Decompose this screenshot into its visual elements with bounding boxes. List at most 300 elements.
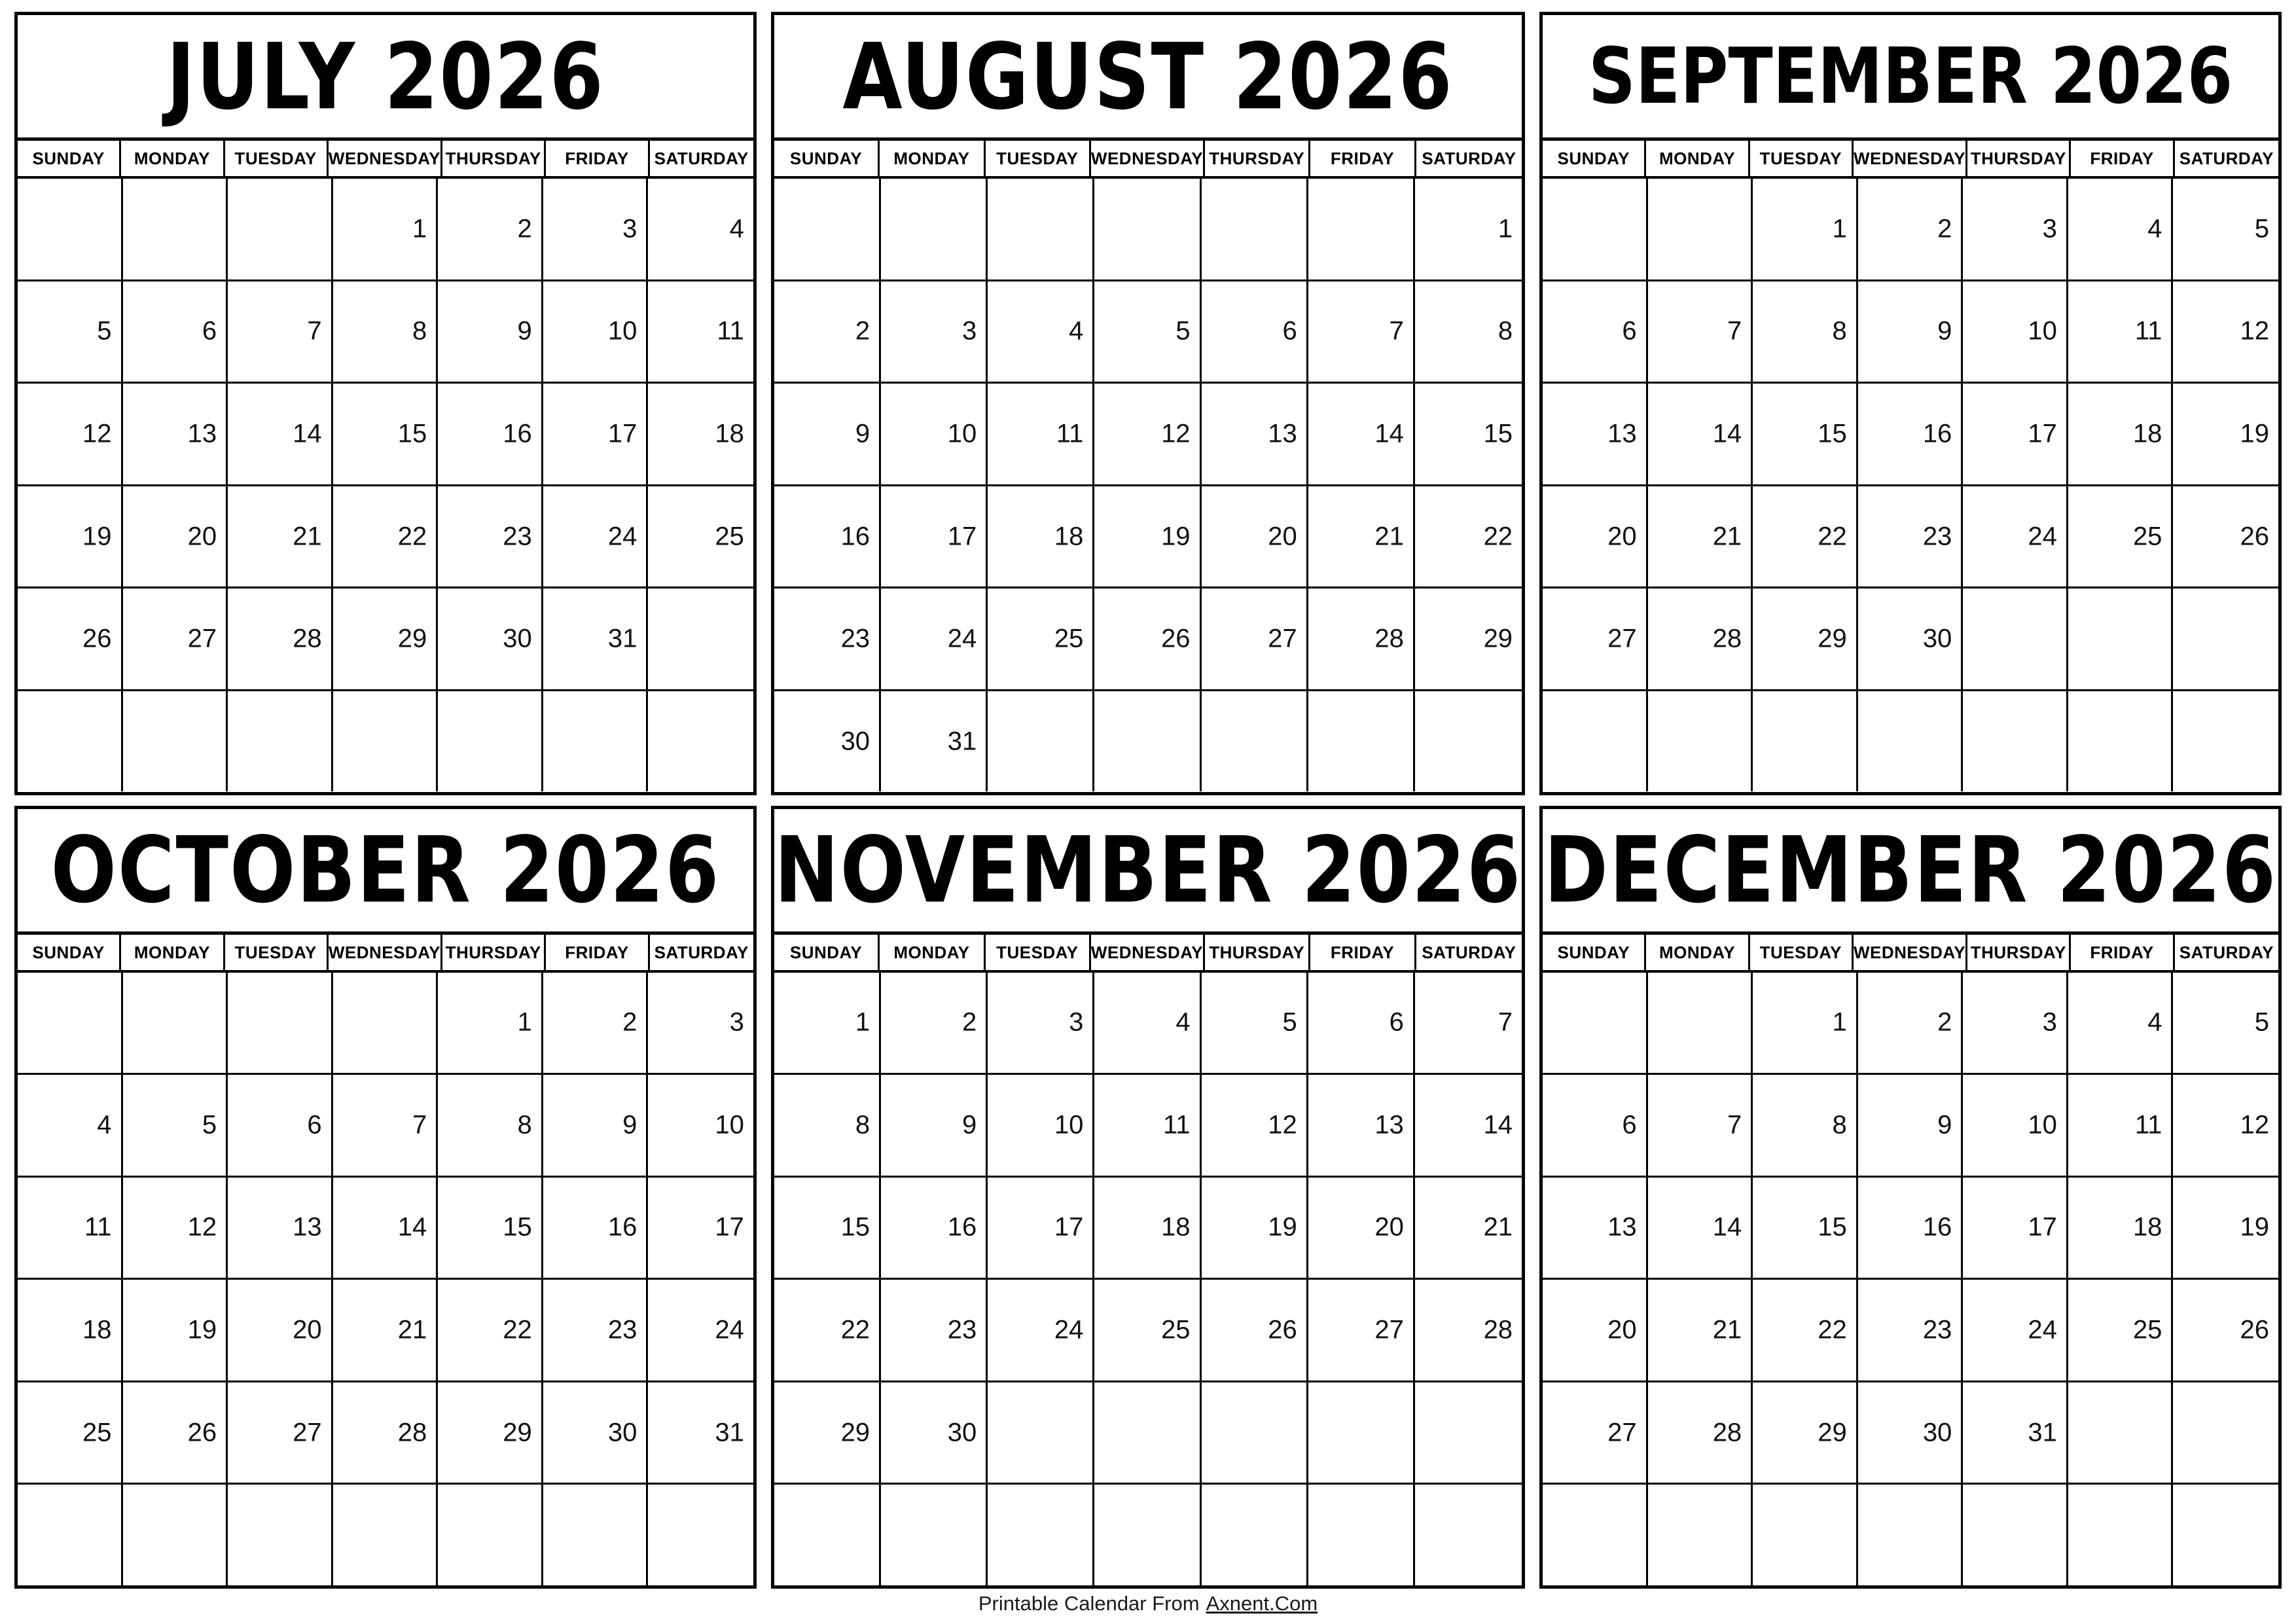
day-cell[interactable] xyxy=(1543,281,1648,382)
day-cell[interactable] xyxy=(228,1075,333,1176)
day-cell[interactable] xyxy=(1543,1178,1648,1278)
day-cell[interactable] xyxy=(774,691,881,792)
day-cell[interactable] xyxy=(1202,1382,1308,1483)
day-cell[interactable] xyxy=(228,1485,333,1585)
day-cell[interactable] xyxy=(648,384,753,484)
week-row xyxy=(774,384,1522,486)
day-cell[interactable] xyxy=(228,1178,333,1278)
day-cell[interactable] xyxy=(1963,486,2068,587)
day-cell[interactable] xyxy=(1858,384,1964,484)
day-cell[interactable] xyxy=(18,588,123,689)
day-cell[interactable] xyxy=(1202,691,1308,792)
day-cell[interactable] xyxy=(1094,179,1201,280)
day-cell[interactable] xyxy=(438,1178,543,1278)
weekday-header-cell: SATURDAY xyxy=(1416,935,1522,970)
day-cell[interactable] xyxy=(123,179,228,280)
day-number: 11 xyxy=(717,316,744,346)
day-cell[interactable] xyxy=(1543,1485,1648,1585)
day-cell[interactable] xyxy=(18,1280,123,1380)
day-cell[interactable] xyxy=(2173,691,2278,792)
day-cell[interactable] xyxy=(123,691,228,792)
day-cell[interactable] xyxy=(2173,973,2278,1074)
day-cell[interactable] xyxy=(1858,1075,1964,1176)
day-cell[interactable] xyxy=(228,1280,333,1380)
day-number: 1 xyxy=(517,1007,532,1037)
day-cell[interactable] xyxy=(1094,1075,1201,1176)
day-cell[interactable] xyxy=(1858,1280,1964,1380)
day-cell[interactable] xyxy=(1308,281,1415,382)
day-cell[interactable] xyxy=(1963,1178,2068,1278)
footer-text: Printable Calendar From xyxy=(978,1592,1200,1615)
day-cell[interactable] xyxy=(18,384,123,484)
footer-link[interactable]: Axnent.Com xyxy=(1206,1592,1318,1615)
day-cell[interactable] xyxy=(1648,691,1753,792)
day-cell[interactable] xyxy=(881,384,988,484)
day-cell[interactable] xyxy=(648,1075,753,1176)
day-cell[interactable] xyxy=(228,691,333,792)
weekday-header-cell: THURSDAY xyxy=(1205,935,1310,970)
day-number: 2 xyxy=(1937,214,1952,244)
day-cell[interactable] xyxy=(18,1075,123,1176)
day-cell[interactable] xyxy=(2068,384,2174,484)
day-cell[interactable] xyxy=(774,1075,881,1176)
day-cell[interactable] xyxy=(881,1075,988,1176)
day-cell[interactable] xyxy=(1648,973,1753,1074)
day-number: 2 xyxy=(622,1007,637,1037)
day-number: 29 xyxy=(397,624,427,653)
day-cell[interactable] xyxy=(228,384,333,484)
day-cell[interactable] xyxy=(1963,281,2068,382)
day-cell[interactable] xyxy=(2068,1280,2174,1380)
day-cell[interactable] xyxy=(123,1382,228,1483)
day-cell[interactable] xyxy=(1858,588,1964,689)
day-cell[interactable] xyxy=(648,179,753,280)
day-cell[interactable] xyxy=(1415,691,1522,792)
day-cell[interactable] xyxy=(228,588,333,689)
day-cell[interactable] xyxy=(988,1485,1094,1585)
day-cell[interactable] xyxy=(1415,588,1522,689)
day-cell[interactable] xyxy=(543,588,649,689)
day-number: 24 xyxy=(715,1315,744,1344)
day-cell[interactable] xyxy=(438,1280,543,1380)
day-cell[interactable] xyxy=(1963,1075,2068,1176)
day-cell[interactable] xyxy=(1202,973,1308,1074)
day-number: 4 xyxy=(729,214,744,244)
day-cell[interactable] xyxy=(648,1280,753,1380)
day-cell[interactable] xyxy=(333,691,439,792)
day-cell[interactable] xyxy=(1858,1485,1964,1585)
day-cell[interactable] xyxy=(18,486,123,587)
day-cell[interactable] xyxy=(648,281,753,382)
day-cell[interactable] xyxy=(1648,1280,1753,1380)
day-cell[interactable] xyxy=(1963,179,2068,280)
day-cell[interactable] xyxy=(1858,1382,1964,1483)
day-cell[interactable] xyxy=(1094,384,1201,484)
day-cell[interactable] xyxy=(1543,691,1648,792)
day-number: 4 xyxy=(1175,1007,1191,1037)
day-cell[interactable] xyxy=(881,691,988,792)
day-cell[interactable] xyxy=(988,1382,1094,1483)
day-cell[interactable] xyxy=(1415,1382,1522,1483)
day-cell[interactable] xyxy=(438,1382,543,1483)
day-cell[interactable] xyxy=(988,973,1094,1074)
day-cell[interactable] xyxy=(543,486,649,587)
day-cell[interactable] xyxy=(543,1178,649,1278)
day-cell[interactable] xyxy=(1415,486,1522,587)
day-number: 6 xyxy=(202,316,217,346)
day-cell[interactable] xyxy=(123,1075,228,1176)
day-cell[interactable] xyxy=(1963,1382,2068,1483)
day-cell[interactable] xyxy=(988,486,1094,587)
day-cell[interactable] xyxy=(1858,691,1964,792)
day-cell[interactable] xyxy=(2068,1075,2174,1176)
day-number: 10 xyxy=(715,1110,744,1140)
day-cell[interactable] xyxy=(1094,691,1201,792)
day-cell[interactable] xyxy=(438,281,543,382)
day-cell[interactable] xyxy=(1858,179,1964,280)
day-number: 23 xyxy=(840,624,870,653)
day-cell[interactable] xyxy=(1308,1178,1415,1278)
day-cell[interactable] xyxy=(228,281,333,382)
day-cell[interactable] xyxy=(1543,588,1648,689)
day-cell[interactable] xyxy=(1753,486,1858,587)
day-cell[interactable] xyxy=(543,1382,649,1483)
day-cell[interactable] xyxy=(333,486,439,587)
day-cell[interactable] xyxy=(1202,1485,1308,1585)
day-cell[interactable] xyxy=(2173,486,2278,587)
day-number: 25 xyxy=(82,1418,112,1447)
day-cell[interactable] xyxy=(1308,179,1415,280)
day-cell[interactable] xyxy=(648,588,753,689)
day-cell[interactable] xyxy=(1415,973,1522,1074)
day-number: 17 xyxy=(715,1212,744,1242)
day-cell[interactable] xyxy=(988,384,1094,484)
day-number: 8 xyxy=(412,316,427,346)
day-cell[interactable] xyxy=(774,588,881,689)
day-cell[interactable] xyxy=(1543,973,1648,1074)
day-cell[interactable] xyxy=(123,281,228,382)
day-cell[interactable] xyxy=(881,179,988,280)
day-cell[interactable] xyxy=(1308,384,1415,484)
day-cell[interactable] xyxy=(1094,1382,1201,1483)
day-cell[interactable] xyxy=(2173,384,2278,484)
day-cell[interactable] xyxy=(1648,486,1753,587)
day-cell[interactable] xyxy=(438,179,543,280)
day-cell[interactable] xyxy=(333,179,439,280)
day-cell[interactable] xyxy=(18,1382,123,1483)
day-cell[interactable] xyxy=(1753,1075,1858,1176)
day-cell[interactable] xyxy=(1753,1485,1858,1585)
day-cell[interactable] xyxy=(1094,1178,1201,1278)
day-number: 22 xyxy=(503,1315,532,1344)
day-cell[interactable] xyxy=(1648,179,1753,280)
day-cell[interactable] xyxy=(881,1382,988,1483)
day-number: 12 xyxy=(2240,316,2269,346)
day-cell[interactable] xyxy=(881,973,988,1074)
day-cell[interactable] xyxy=(881,588,988,689)
day-cell[interactable] xyxy=(1202,486,1308,587)
day-cell[interactable] xyxy=(1415,1075,1522,1176)
day-number: 7 xyxy=(307,316,322,346)
day-cell[interactable] xyxy=(333,1485,439,1585)
day-cell[interactable] xyxy=(1648,384,1753,484)
day-cell[interactable] xyxy=(123,1178,228,1278)
day-cell[interactable] xyxy=(988,691,1094,792)
day-cell[interactable] xyxy=(1753,1382,1858,1483)
day-cell[interactable] xyxy=(228,179,333,280)
day-cell[interactable] xyxy=(1648,588,1753,689)
day-cell[interactable] xyxy=(18,179,123,280)
day-cell[interactable] xyxy=(1094,973,1201,1074)
day-cell[interactable] xyxy=(2068,1485,2174,1585)
day-cell[interactable] xyxy=(988,588,1094,689)
day-cell[interactable] xyxy=(1415,1178,1522,1278)
day-cell[interactable] xyxy=(648,1382,753,1483)
day-number: 3 xyxy=(729,1007,744,1037)
day-cell[interactable] xyxy=(988,1178,1094,1278)
day-number: 13 xyxy=(1268,419,1297,448)
day-cell[interactable] xyxy=(988,1280,1094,1380)
day-cell[interactable] xyxy=(438,1485,543,1585)
weekday-header-row xyxy=(1543,141,2278,179)
month-title xyxy=(1543,15,2278,141)
day-number: 26 xyxy=(1161,624,1191,653)
day-cell[interactable] xyxy=(1308,486,1415,587)
day-cell[interactable] xyxy=(648,1485,753,1585)
day-cell[interactable] xyxy=(543,1075,649,1176)
day-cell[interactable] xyxy=(1543,179,1648,280)
day-cell[interactable] xyxy=(438,973,543,1074)
week-row xyxy=(1543,588,2278,691)
day-cell[interactable] xyxy=(1094,588,1201,689)
day-cell[interactable] xyxy=(1202,281,1308,382)
day-cell[interactable] xyxy=(774,486,881,587)
day-cell[interactable] xyxy=(1415,179,1522,280)
day-cell[interactable] xyxy=(1308,1075,1415,1176)
day-cell[interactable] xyxy=(1648,281,1753,382)
day-cell[interactable] xyxy=(18,1485,123,1585)
day-cell[interactable] xyxy=(1858,1178,1964,1278)
day-number: 5 xyxy=(97,316,112,346)
day-cell[interactable] xyxy=(1202,179,1308,280)
day-cell[interactable] xyxy=(123,973,228,1074)
day-cell[interactable] xyxy=(1753,1178,1858,1278)
day-cell[interactable] xyxy=(881,1178,988,1278)
day-cell[interactable] xyxy=(881,281,988,382)
day-cell[interactable] xyxy=(1648,1178,1753,1278)
day-cell[interactable] xyxy=(333,1382,439,1483)
day-number: 5 xyxy=(1282,1007,1297,1037)
day-cell[interactable] xyxy=(438,691,543,792)
day-cell[interactable] xyxy=(774,1485,881,1585)
day-cell[interactable] xyxy=(1094,486,1201,587)
day-cell[interactable] xyxy=(2068,179,2174,280)
day-cell[interactable] xyxy=(2173,1382,2278,1483)
day-cell[interactable] xyxy=(228,1382,333,1483)
day-cell[interactable] xyxy=(1415,1485,1522,1585)
day-cell[interactable] xyxy=(543,179,649,280)
day-number: 18 xyxy=(2132,1212,2162,1242)
day-cell[interactable] xyxy=(2173,1485,2278,1585)
day-cell[interactable] xyxy=(1858,281,1964,382)
day-number: 20 xyxy=(1607,1315,1637,1344)
day-cell[interactable] xyxy=(2173,588,2278,689)
day-cell[interactable] xyxy=(1648,1382,1753,1483)
day-cell[interactable] xyxy=(881,1280,988,1380)
day-cell[interactable] xyxy=(1308,588,1415,689)
day-cell[interactable] xyxy=(438,384,543,484)
week-row xyxy=(774,973,1522,1075)
day-cell[interactable] xyxy=(438,486,543,587)
day-cell[interactable] xyxy=(1415,281,1522,382)
day-cell[interactable] xyxy=(1963,691,2068,792)
day-cell[interactable] xyxy=(988,1075,1094,1176)
day-cell[interactable] xyxy=(1543,384,1648,484)
weekday-header-cell: MONDAY xyxy=(121,141,224,176)
day-cell[interactable] xyxy=(774,179,881,280)
day-cell[interactable] xyxy=(543,973,649,1074)
day-cell[interactable] xyxy=(1202,1280,1308,1380)
day-cell[interactable] xyxy=(774,1382,881,1483)
day-cell[interactable] xyxy=(881,1485,988,1585)
day-cell[interactable] xyxy=(333,281,439,382)
month-title-text: AUGUST 2026 xyxy=(842,23,1454,130)
day-cell[interactable] xyxy=(123,588,228,689)
day-cell[interactable] xyxy=(1308,1382,1415,1483)
day-number: 31 xyxy=(947,727,977,756)
day-cell[interactable] xyxy=(648,973,753,1074)
day-cell[interactable] xyxy=(1094,1485,1201,1585)
day-cell[interactable] xyxy=(881,486,988,587)
day-cell[interactable] xyxy=(648,691,753,792)
day-cell[interactable] xyxy=(543,1485,649,1585)
day-cell[interactable] xyxy=(1543,1075,1648,1176)
day-cell[interactable] xyxy=(1963,1280,2068,1380)
day-cell[interactable] xyxy=(2068,973,2174,1074)
day-cell[interactable] xyxy=(2173,1178,2278,1278)
day-cell[interactable] xyxy=(333,588,439,689)
day-number: 24 xyxy=(2028,1315,2057,1344)
day-cell[interactable] xyxy=(1753,281,1858,382)
day-cell[interactable] xyxy=(543,1280,649,1380)
day-cell[interactable] xyxy=(988,281,1094,382)
day-cell[interactable] xyxy=(1202,588,1308,689)
day-cell[interactable] xyxy=(648,1178,753,1278)
day-cell[interactable] xyxy=(1963,973,2068,1074)
day-cell[interactable] xyxy=(1648,1075,1753,1176)
day-cell[interactable] xyxy=(774,1280,881,1380)
day-cell[interactable] xyxy=(2173,281,2278,382)
day-cell[interactable] xyxy=(2068,588,2174,689)
day-cell[interactable] xyxy=(2068,281,2174,382)
day-cell[interactable] xyxy=(1415,1280,1522,1380)
day-cell[interactable] xyxy=(2173,179,2278,280)
day-cell[interactable] xyxy=(123,1485,228,1585)
day-cell[interactable] xyxy=(1094,281,1201,382)
day-cell[interactable] xyxy=(333,1280,439,1380)
day-cell[interactable] xyxy=(123,384,228,484)
day-cell[interactable] xyxy=(123,1280,228,1380)
day-cell[interactable] xyxy=(1202,384,1308,484)
day-cell[interactable] xyxy=(1858,973,1964,1074)
day-cell[interactable] xyxy=(1308,1485,1415,1585)
day-cell[interactable] xyxy=(1753,384,1858,484)
day-cell[interactable] xyxy=(1308,1280,1415,1380)
day-cell[interactable] xyxy=(228,973,333,1074)
day-cell[interactable] xyxy=(228,486,333,587)
weekday-header-cell: SUNDAY xyxy=(774,141,880,176)
day-cell[interactable] xyxy=(1202,1075,1308,1176)
day-number: 5 xyxy=(1175,316,1191,346)
day-number: 25 xyxy=(1161,1315,1191,1344)
day-number: 1 xyxy=(855,1007,870,1037)
day-cell[interactable] xyxy=(543,691,649,792)
day-cell[interactable] xyxy=(1543,1382,1648,1483)
day-cell[interactable] xyxy=(2068,1178,2174,1278)
day-cell[interactable] xyxy=(438,588,543,689)
day-cell[interactable] xyxy=(1308,691,1415,792)
day-cell[interactable] xyxy=(2068,1382,2174,1483)
day-cell[interactable] xyxy=(1963,1485,2068,1585)
day-cell[interactable] xyxy=(2173,1075,2278,1176)
day-cell[interactable] xyxy=(1753,1280,1858,1380)
day-cell[interactable] xyxy=(438,1075,543,1176)
weekday-header-cell: SUNDAY xyxy=(18,935,121,970)
day-cell[interactable] xyxy=(774,384,881,484)
day-cell[interactable] xyxy=(1753,588,1858,689)
day-cell[interactable] xyxy=(2173,1280,2278,1380)
day-cell[interactable] xyxy=(1858,486,1964,587)
day-cell[interactable] xyxy=(543,384,649,484)
week-row xyxy=(774,281,1522,384)
day-cell[interactable] xyxy=(988,179,1094,280)
day-cell[interactable] xyxy=(774,1178,881,1278)
day-number: 21 xyxy=(1712,1315,1742,1344)
day-cell[interactable] xyxy=(1753,691,1858,792)
day-cell[interactable] xyxy=(1094,1280,1201,1380)
day-number: 18 xyxy=(1054,522,1084,551)
day-number: 12 xyxy=(82,419,112,448)
day-cell[interactable] xyxy=(1963,384,2068,484)
day-cell[interactable] xyxy=(2068,691,2174,792)
day-cell[interactable] xyxy=(333,1075,439,1176)
day-cell[interactable] xyxy=(774,973,881,1074)
day-cell[interactable] xyxy=(543,281,649,382)
day-cell[interactable] xyxy=(1415,384,1522,484)
day-cell[interactable] xyxy=(18,973,123,1074)
day-cell[interactable] xyxy=(18,691,123,792)
day-cell[interactable] xyxy=(1308,973,1415,1074)
day-cell[interactable] xyxy=(18,281,123,382)
day-cell[interactable] xyxy=(18,1178,123,1278)
day-cell[interactable] xyxy=(1543,486,1648,587)
day-cell[interactable] xyxy=(648,486,753,587)
day-cell[interactable] xyxy=(1543,1280,1648,1380)
month-block xyxy=(1539,806,2282,1589)
day-cell[interactable] xyxy=(333,1178,439,1278)
day-cell[interactable] xyxy=(1753,973,1858,1074)
day-cell[interactable] xyxy=(2068,486,2174,587)
day-cell[interactable] xyxy=(333,384,439,484)
day-cell[interactable] xyxy=(1202,1178,1308,1278)
weekday-header-cell: SUNDAY xyxy=(18,141,121,176)
day-cell[interactable] xyxy=(123,486,228,587)
day-cell[interactable] xyxy=(1963,588,2068,689)
day-cell[interactable] xyxy=(1753,179,1858,280)
day-cell[interactable] xyxy=(1648,1485,1753,1585)
day-cell[interactable] xyxy=(333,973,439,1074)
day-cell[interactable] xyxy=(774,281,881,382)
